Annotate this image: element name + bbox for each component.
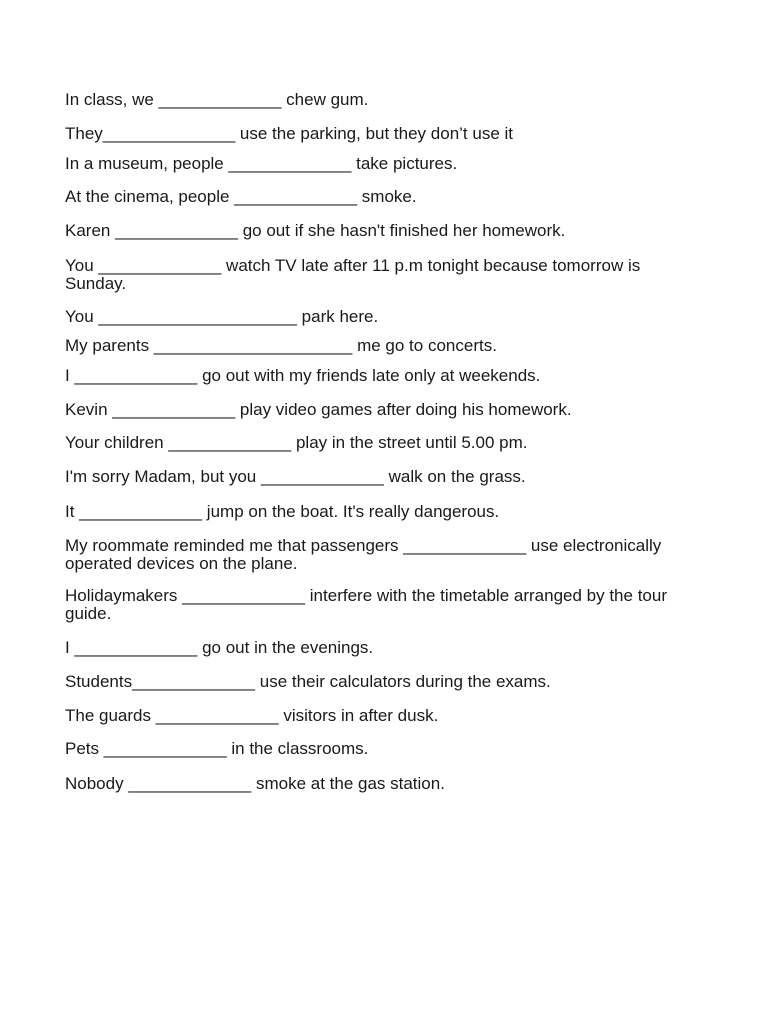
sentence-10: Kevin _____________ play video games after doing his homework.	[65, 400, 572, 419]
sentence-19: Pets _____________ in the classrooms.	[65, 739, 369, 758]
sentence-1: In class, we _____________ chew gum.	[65, 90, 369, 109]
sentence-18: The guards _____________ visitors in after dusk.	[65, 706, 439, 725]
sentence-13: It _____________ jump on the boat. It's really dangerous.	[65, 502, 500, 521]
sentence-3: In a museum, people _____________ take pictures.	[65, 154, 458, 173]
sentence-14: My roommate reminded me that passengers _____________ use electronically operated devices on the plane.	[65, 536, 662, 573]
sentence-11: Your children _____________ play in the street until 5.00 pm.	[65, 433, 528, 452]
sentence-20: Nobody _____________ smoke at the gas station.	[65, 774, 445, 793]
sentence-4: At the cinema, people _____________ smoke.	[65, 187, 417, 206]
sentence-16: I _____________ go out in the evenings.	[65, 638, 374, 657]
sentence-15: Holidaymakers _____________ interfere with the timetable arranged by the tour guide.	[65, 586, 667, 623]
sentence-17: Students_____________ use their calculators during the exams.	[65, 672, 551, 691]
sentence-5: Karen _____________ go out if she hasn't finished her homework.	[65, 221, 566, 240]
sentence-8: My parents _____________________ me go to concerts.	[65, 336, 497, 355]
sentence-12: I'm sorry Madam, but you _____________ walk on the grass.	[65, 467, 526, 486]
sentence-9: I _____________ go out with my friends late only at weekends.	[65, 366, 541, 385]
sentence-7: You _____________________ park here.	[65, 307, 379, 326]
sentence-2: They______________ use the parking, but they don’t use it	[65, 124, 514, 143]
sentence-6: You _____________ watch TV late after 11 p.m tonight because tomorrow is Sunday.	[65, 256, 641, 293]
